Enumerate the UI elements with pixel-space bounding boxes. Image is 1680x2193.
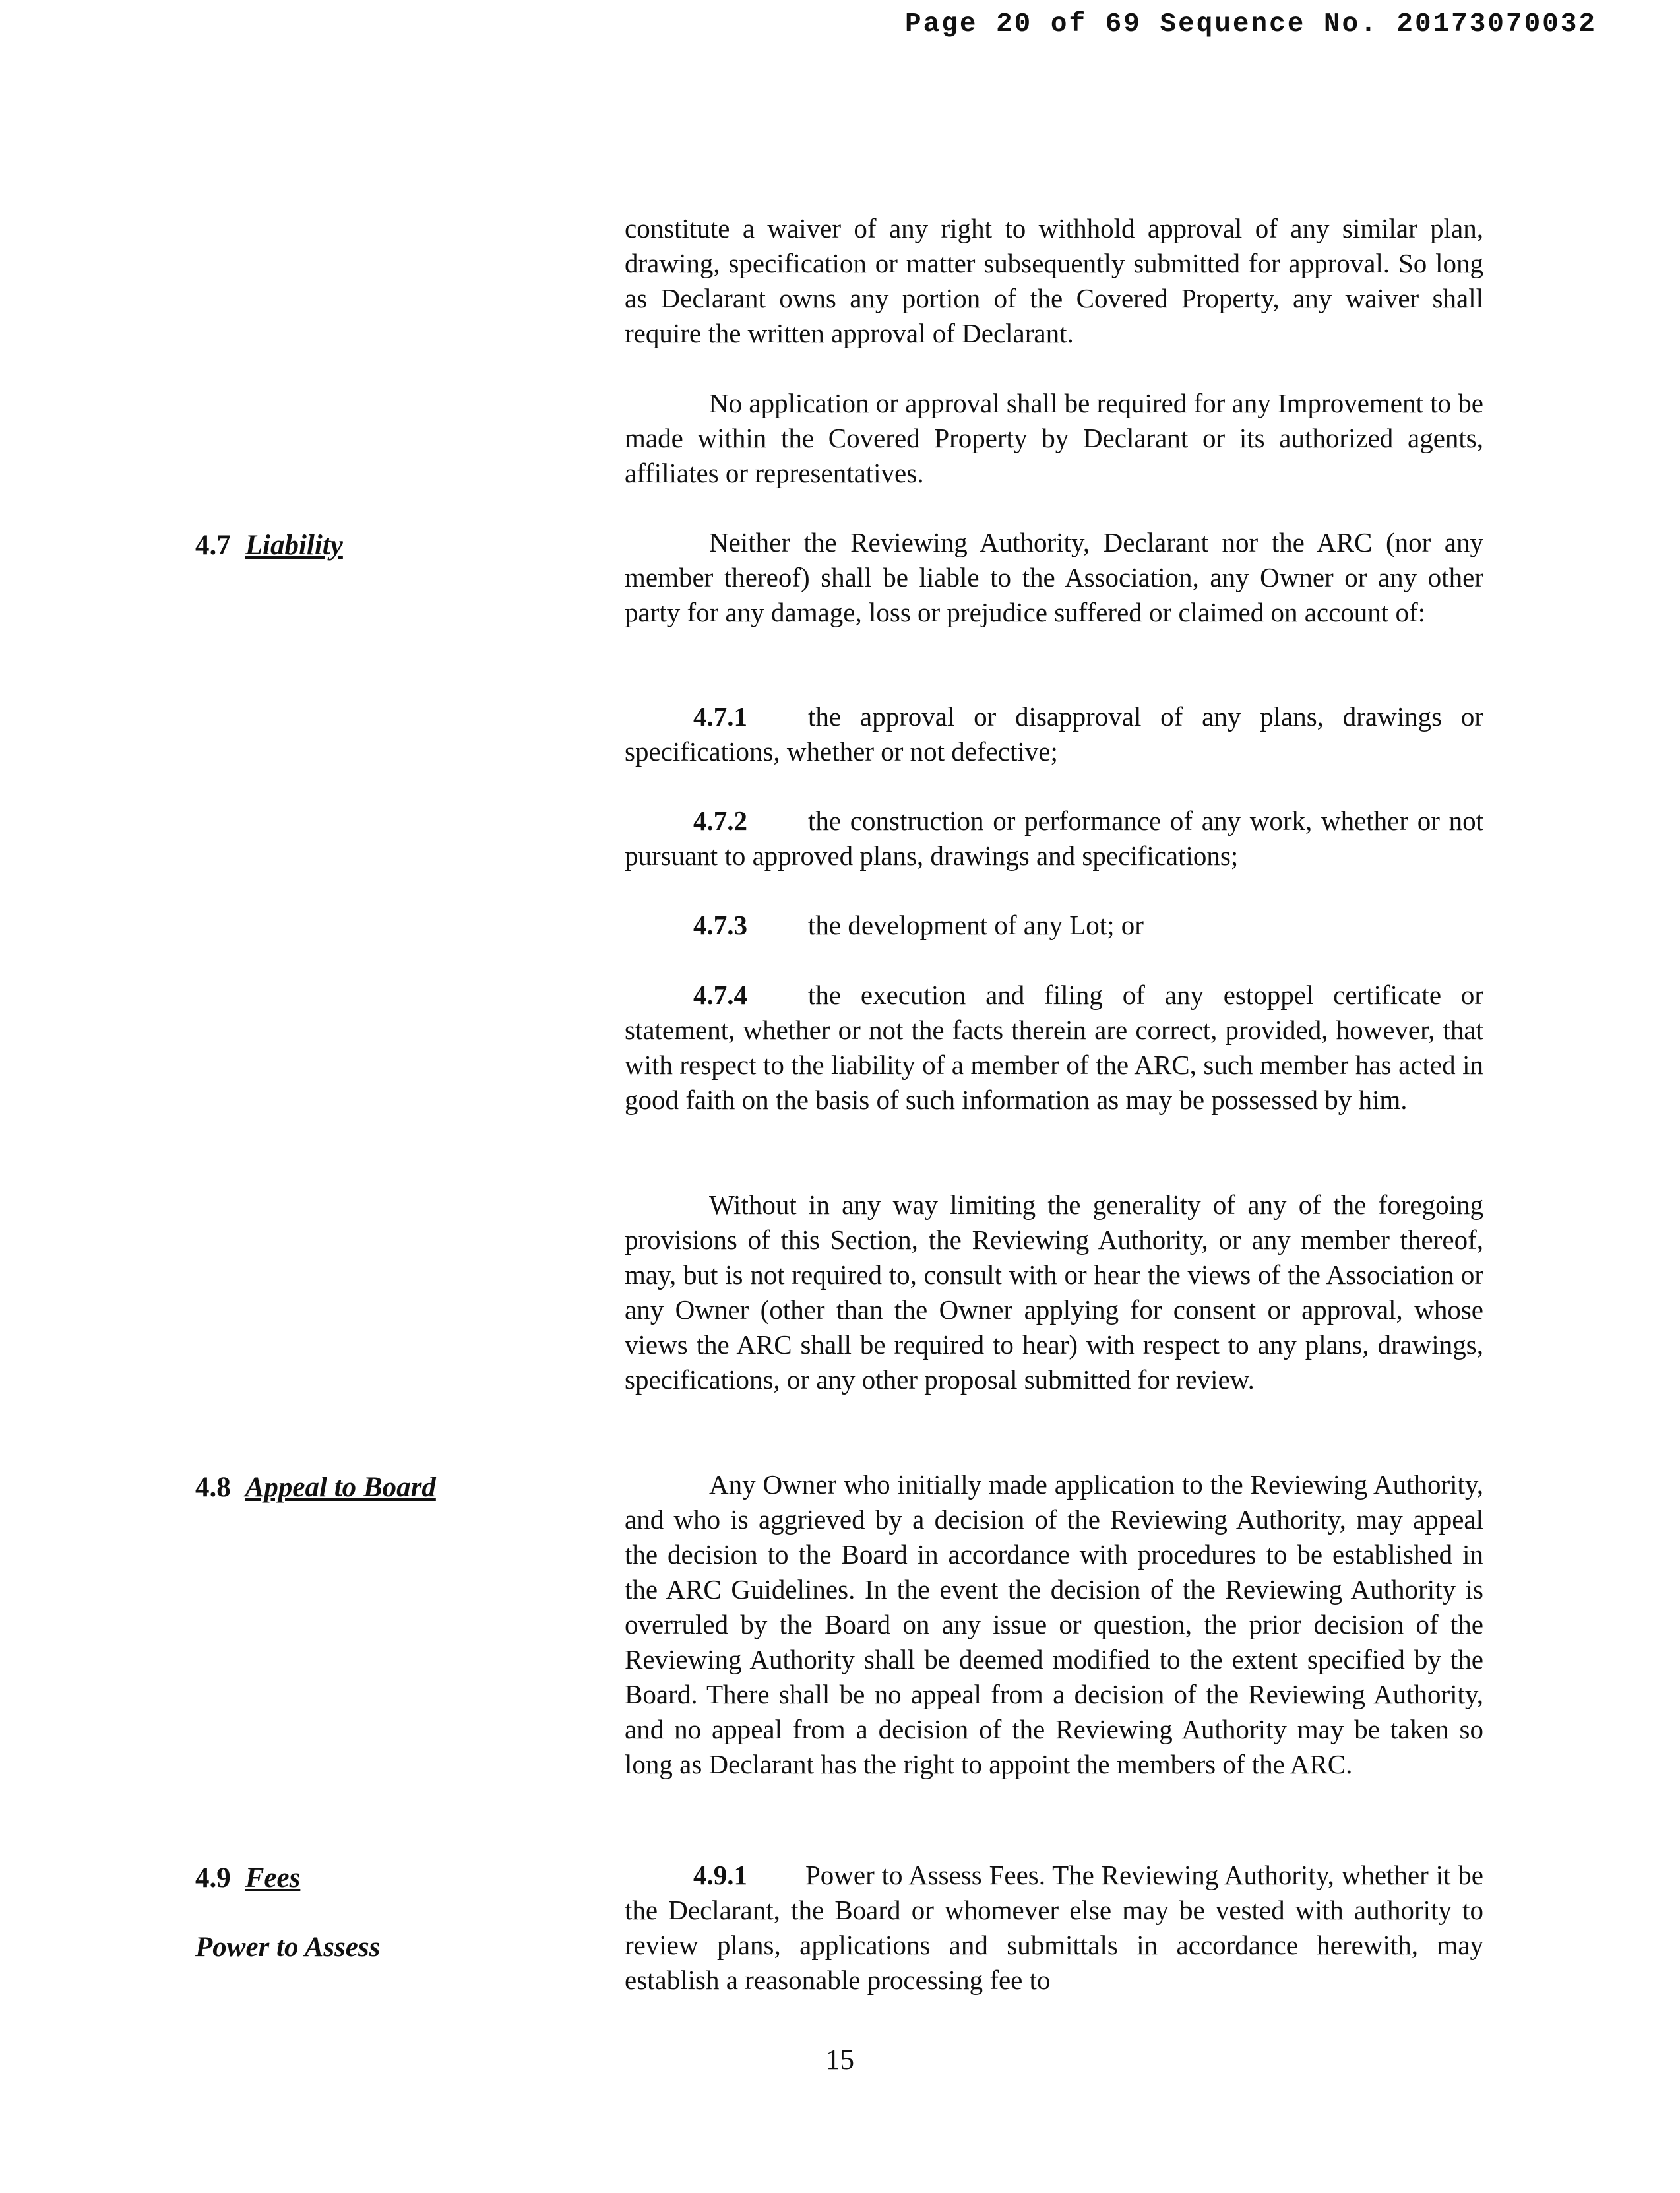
paragraph-text: Neither the Reviewing Authority, Declarant nor the ARC (nor any member thereof) shall be liable to the Association, any Owner or any other party for any damage, loss or prejudice suffered or claimed on account of:	[625, 527, 1483, 627]
subsection-number: 4.7.4	[693, 980, 747, 1010]
section-title: Fees	[245, 1862, 301, 1893]
subsection-text: the execution and filing of any estoppel certificate or statement, whether or not the facts therein are correct, provided, however, that with respect to the liability of a member of the ARC, such member has acted in good faith on the basis of such information as may be possessed by him.	[625, 980, 1483, 1115]
section-heading-4-9	[195, 1860, 300, 1895]
subsection-number: 4.9.1	[693, 1860, 747, 1890]
subsection-4-7-2	[625, 804, 1483, 874]
subsection-number: 4.7.2	[693, 806, 747, 836]
section-number: 4.7	[195, 530, 231, 561]
section-title: Liability	[245, 530, 343, 561]
body-paragraph-5	[625, 1467, 1483, 1782]
subsection-4-7-1	[625, 699, 1483, 769]
paragraph-text: Without in any way limiting the generality of any of the foregoing provisions of this Section, the Reviewing Authority, or any member thereof, may, but is not required to, consult with or hear the views of the Association or any Owner (other than the Owner applying for consent or approval, whose views the ARC shall be required to hear) with respect to any plans, drawings, specifications, or any other proposal submitted for review.	[625, 1190, 1483, 1395]
subsection-text: the development of any Lot; or	[808, 910, 1144, 940]
page-number: 15	[826, 2045, 854, 2076]
subsection-text: Power to Assess Fees. The Reviewing Authority, whether it be the Declarant, the Board or whomever else may be vested with authority to review plans, applications and submittals in accordance herewith, may establish a reasonable processing fee to	[625, 1860, 1483, 1995]
section-number: 4.8	[195, 1472, 231, 1503]
body-paragraph-4	[625, 1188, 1483, 1397]
subsection-text: the construction or performance of any work, whether or not pursuant to approved plans, drawings and specifications;	[625, 806, 1483, 871]
section-heading-4-7	[195, 528, 343, 563]
subheading-power-to-assess: Power to Assess	[195, 1932, 381, 1963]
subsection-4-9-1	[625, 1858, 1483, 1998]
subsection-number: 4.7.3	[693, 910, 747, 940]
paragraph-text: constitute a waiver of any right to withhold approval of any similar plan, drawing, specification or matter subsequently submitted for approval. So long as Declarant owns any portion of the Covered Property, any waiver shall require the written approval of Declarant.	[625, 213, 1483, 348]
subsection-4-7-3	[625, 908, 1483, 943]
paragraph-text: No application or approval shall be required for any Improvement to be made within the Covered Property by Declarant or its authorized agents, affiliates or representatives.	[625, 388, 1483, 488]
body-paragraph-2	[625, 386, 1483, 491]
body-paragraph-3	[625, 525, 1483, 630]
page-header: Page 20 of 69 Sequence No. 20173070032	[905, 9, 1597, 40]
body-paragraph-1	[625, 211, 1483, 351]
subsection-text: the approval or disapproval of any plans, drawings or specifications, whether or not defective;	[625, 701, 1483, 767]
paragraph-text: Any Owner who initially made application to the Reviewing Authority, and who is aggrieved by a decision of the Reviewing Authority, may appeal the decision to the Board in accordance with procedures to be established in the ARC Guidelines. In the event the decision of the Reviewing Authority is overruled by the Board on any issue or question, the prior decision of the Reviewing Authority shall be deemed modified to the extent specified by the Board. There shall be no appeal from a decision of the Reviewing Authority, and no appeal from a decision of the Reviewing Authority may be taken so long as Declarant has the right to appoint the members of the ARC.	[625, 1469, 1483, 1779]
section-heading-4-8	[195, 1470, 436, 1505]
section-number: 4.9	[195, 1862, 231, 1893]
subsection-number: 4.7.1	[693, 701, 747, 732]
section-title: Appeal to Board	[245, 1472, 436, 1503]
subsection-4-7-4	[625, 978, 1483, 1118]
